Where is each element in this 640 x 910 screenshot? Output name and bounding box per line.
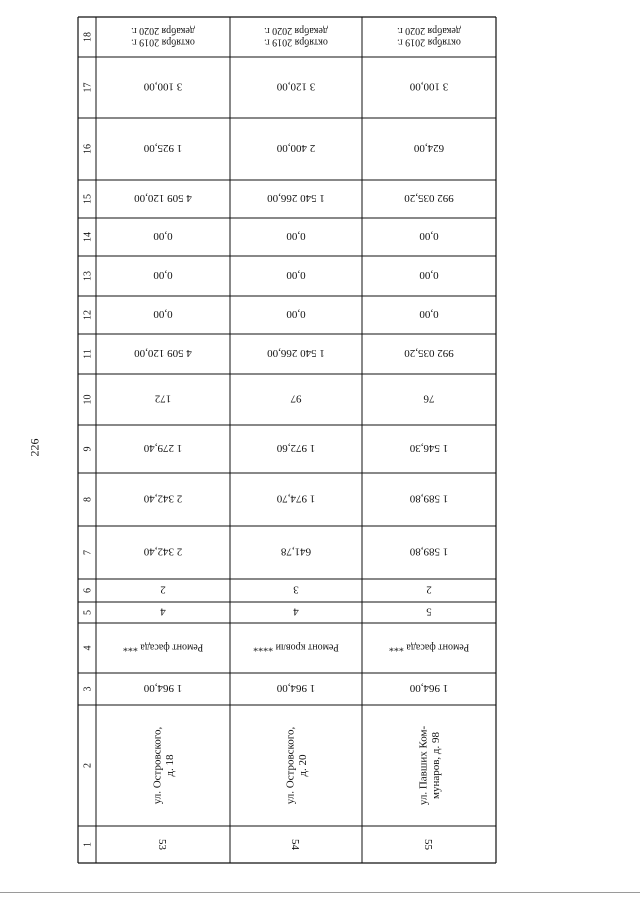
cell-row-55-col-14: 0,00 [419,230,439,243]
cell-row-53-col-5: 4 [160,605,166,618]
cell-row-55-col-2: ул. Павших Ком-мунаров, д. 98 [417,725,443,806]
cell-row-54-col-8: 1 974,70 [276,492,316,505]
cell-row-55-col-8: 1 589,80 [409,492,449,505]
cell-row-53-col-2: ул. Островского,д. 18 [151,726,177,805]
cell-row-54-col-18: октября 2019 г.декабря 2020 г. [264,24,328,48]
cell-row-55-col-18: октября 2019 г.декабря 2020 г. [397,24,461,48]
cell-row-54-col-16: 2 400,00 [276,142,316,155]
column-number-10: 10 [82,394,94,405]
cell-row-54-col-12: 0,00 [286,308,306,321]
column-number-16: 16 [82,144,94,154]
column-number-4: 4 [82,645,94,651]
cell-row-55-col-15: 992 035,20 [404,192,454,205]
cell-row-53-col-11: 4 509 120,00 [134,347,192,360]
cell-row-53-col-17: 3 100,00 [143,80,183,93]
page-bottom-edge [0,892,640,893]
cell-row-55-col-7: 1 589,80 [409,545,449,558]
cell-row-55-col-16: 624,00 [413,142,445,155]
cell-row-53-col-7: 2 342,40 [143,545,183,558]
cell-row-54-col-15: 1 540 266,00 [267,192,325,205]
column-number-13: 13 [82,271,94,281]
cell-row-53-col-6: 2 [160,583,166,596]
cell-row-53-col-1: 53 [156,839,169,850]
column-number-1: 1 [82,842,94,847]
cell-row-53-col-15: 4 509 120,00 [134,192,192,205]
cell-row-54-col-5: 4 [293,605,299,618]
column-number-5: 5 [82,610,94,615]
cell-row-55-col-11: 992 035,20 [404,347,454,360]
cell-row-54-col-3: 1 964,00 [276,682,316,695]
cell-row-53-col-14: 0,00 [153,230,173,243]
column-number-7: 7 [82,550,94,555]
cell-row-54-col-13: 0,00 [286,269,306,282]
cell-row-53-col-12: 0,00 [153,308,173,321]
cell-row-55-col-5: 5 [426,605,432,618]
cell-row-53-col-18: октября 2019 г.декабря 2020 г. [131,24,195,48]
column-number-14: 14 [82,232,94,242]
cell-row-55-col-17: 3 100,00 [409,80,449,93]
cell-row-53-col-9: 1 279,40 [143,442,183,455]
column-number-11: 11 [82,349,94,359]
cell-row-55-col-4: Ремонт фасада *** [388,641,470,653]
cell-row-54-col-17: 3 120,00 [276,80,316,93]
cell-row-54-col-2: ул. Островского,д. 20 [284,726,310,805]
column-number-8: 8 [82,497,94,502]
cell-row-53-col-10: 172 [154,392,172,405]
cell-row-55-col-9: 1 546,30 [409,442,449,455]
cell-row-53-col-16: 1 925,00 [143,142,183,155]
cell-row-54-col-14: 0,00 [286,230,306,243]
column-number-2: 2 [82,763,94,768]
cell-row-55-col-6: 2 [426,583,432,596]
cell-row-55-col-13: 0,00 [419,269,439,282]
cell-row-54-col-1: 54 [289,839,302,850]
column-number-15: 15 [82,194,94,204]
column-number-12: 12 [82,310,94,320]
column-number-3: 3 [82,686,94,692]
cell-row-53-col-13: 0,00 [153,269,173,282]
cell-row-55-col-3: 1 964,00 [409,682,449,695]
column-number-6: 6 [82,588,94,593]
cell-row-54-col-4: Ремонт кровли **** [253,641,339,653]
cell-row-53-col-8: 2 342,40 [143,492,183,505]
cell-row-54-col-6: 3 [293,583,299,596]
cell-row-54-col-10: 97 [290,392,302,405]
cell-row-53-col-4: Ремонт фасада *** [122,641,204,653]
cell-row-54-col-9: 1 972,60 [276,442,316,455]
column-number-18: 18 [82,32,94,42]
cell-row-54-col-7: 641,78 [280,545,312,558]
cell-row-55-col-10: 76 [423,392,435,405]
page-number: 226 [27,438,42,457]
column-number-9: 9 [82,446,94,452]
cell-row-53-col-3: 1 964,00 [143,682,183,695]
cell-row-55-col-12: 0,00 [419,308,439,321]
cell-row-55-col-1: 55 [422,839,435,850]
column-number-17: 17 [82,82,94,93]
cell-row-54-col-11: 1 540 266,00 [267,347,325,360]
